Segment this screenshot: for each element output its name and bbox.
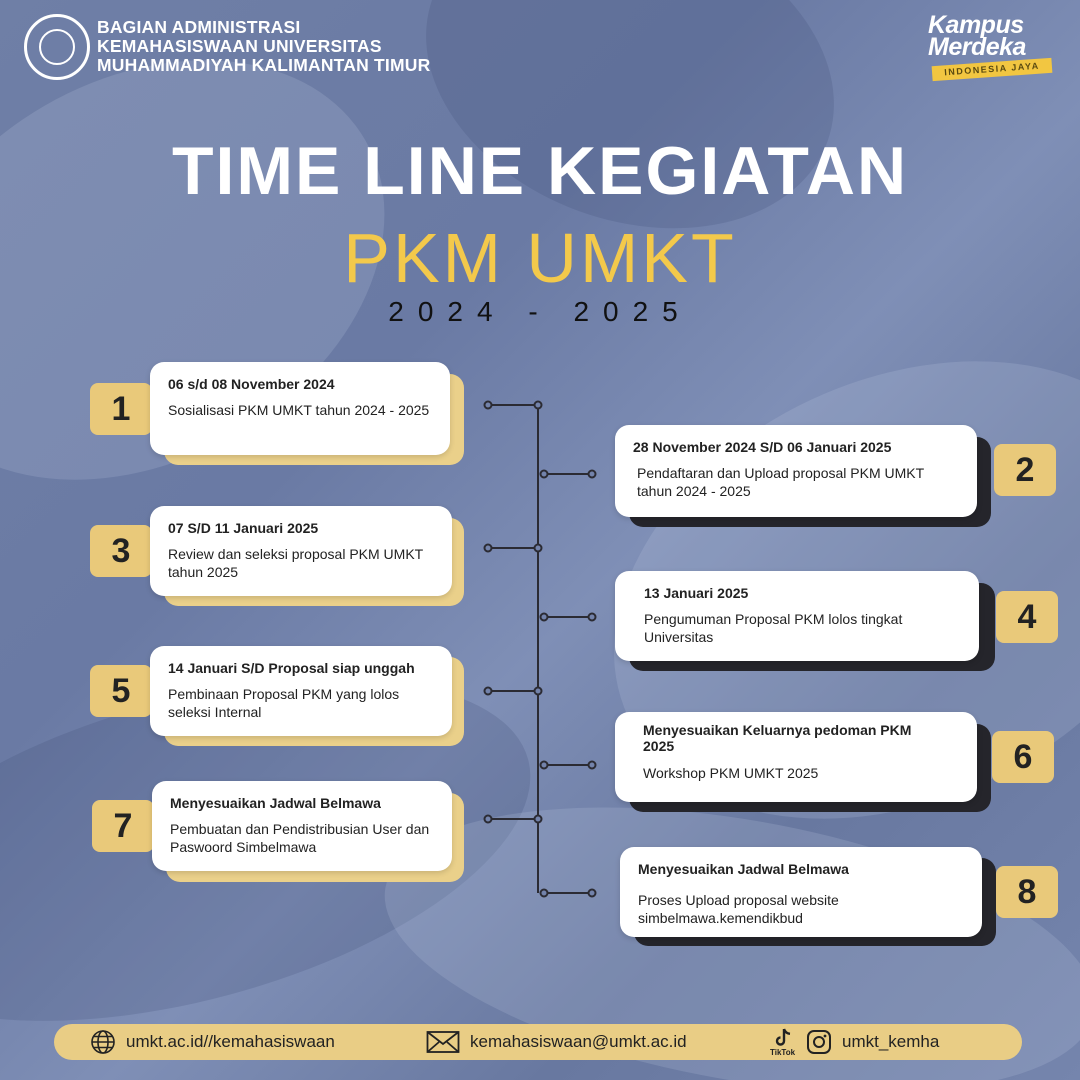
step-number-6: 6 bbox=[992, 731, 1054, 783]
card-date: Menyesuaikan Jadwal Belmawa bbox=[638, 861, 849, 877]
card-body bbox=[615, 712, 977, 802]
card-desc: Pembuatan dan Pendistribusian User dan Paswoord Simbelmawa bbox=[170, 821, 430, 855]
org-line: MUHAMMADIYAH KALIMANTAN TIMUR bbox=[97, 55, 431, 75]
social-handle: umkt_kemha bbox=[842, 1032, 940, 1051]
org-line: KEMAHASISWAAN UNIVERSITAS bbox=[97, 36, 382, 56]
tiktok-link[interactable] bbox=[770, 1024, 795, 1060]
tiktok-label: TikTok bbox=[770, 1047, 796, 1057]
mail-icon bbox=[426, 1029, 460, 1055]
card-date: 28 November 2024 S/D 06 Januari 2025 bbox=[633, 439, 892, 455]
card-body bbox=[150, 506, 452, 596]
card-date: 07 S/D 11 Januari 2025 bbox=[168, 520, 319, 536]
step-number-3: 3 bbox=[90, 525, 152, 577]
card-date: 13 Januari 2025 bbox=[644, 585, 749, 601]
step-number-8: 8 bbox=[996, 866, 1058, 918]
step-number-4: 4 bbox=[996, 591, 1058, 643]
card-desc: Pendaftaran dan Upload proposal PKM UMKT tahun 2024 - 2025 bbox=[637, 465, 924, 499]
org-line: BAGIAN ADMINISTRASI bbox=[97, 17, 301, 37]
logo-line: Kampus bbox=[928, 11, 1024, 39]
instagram-link[interactable] bbox=[806, 1024, 939, 1060]
year-range: 2024 - 2025 bbox=[388, 296, 692, 327]
card-desc: Pembinaan Proposal PKM yang lolos seleksi Internal bbox=[168, 686, 400, 720]
logo-line: Merdeka bbox=[928, 33, 1026, 61]
instagram-icon bbox=[806, 1029, 832, 1055]
card-desc: Workshop PKM UMKT 2025 bbox=[643, 765, 819, 781]
footer-bar bbox=[54, 1024, 1022, 1060]
tiktok-icon bbox=[774, 1028, 792, 1048]
card-body bbox=[150, 646, 452, 736]
card-desc: Proses Upload proposal website simbelmawa.kemendikbud bbox=[638, 892, 839, 926]
card-desc: Review dan seleksi proposal PKM UMKT tahun 2025 bbox=[168, 546, 423, 580]
email-text: kemahasiswaan@umkt.ac.id bbox=[470, 1032, 687, 1051]
website-text: umkt.ac.id//kemahasiswaan bbox=[126, 1032, 335, 1051]
card-body bbox=[152, 781, 452, 871]
step-number-2: 2 bbox=[994, 444, 1056, 496]
logo-banner: INDONESIA JAYA bbox=[932, 58, 1053, 81]
card-body bbox=[150, 362, 450, 455]
website-link[interactable] bbox=[90, 1024, 335, 1060]
globe-icon bbox=[90, 1029, 116, 1055]
page-title: TIME LINE KEGIATAN bbox=[171, 133, 909, 209]
step-number-5: 5 bbox=[90, 665, 152, 717]
card-body bbox=[620, 847, 982, 937]
card-date: Menyesuaikan Keluarnya pedoman PKM 2025 bbox=[643, 722, 912, 754]
email-link[interactable] bbox=[426, 1024, 687, 1060]
step-number-1: 1 bbox=[90, 383, 152, 435]
step-number-7: 7 bbox=[92, 800, 154, 852]
card-body bbox=[615, 425, 977, 517]
card-body bbox=[615, 571, 979, 661]
card-date: Menyesuaikan Jadwal Belmawa bbox=[170, 795, 381, 811]
card-desc: Sosialisasi PKM UMKT tahun 2024 - 2025 bbox=[168, 402, 430, 418]
card-desc: Pengumuman Proposal PKM lolos tingkat Universitas bbox=[644, 611, 903, 645]
card-date: 14 Januari S/D Proposal siap unggah bbox=[168, 660, 415, 676]
page-subtitle: PKM UMKT bbox=[343, 219, 737, 297]
card-date: 06 s/d 08 November 2024 bbox=[168, 376, 335, 392]
